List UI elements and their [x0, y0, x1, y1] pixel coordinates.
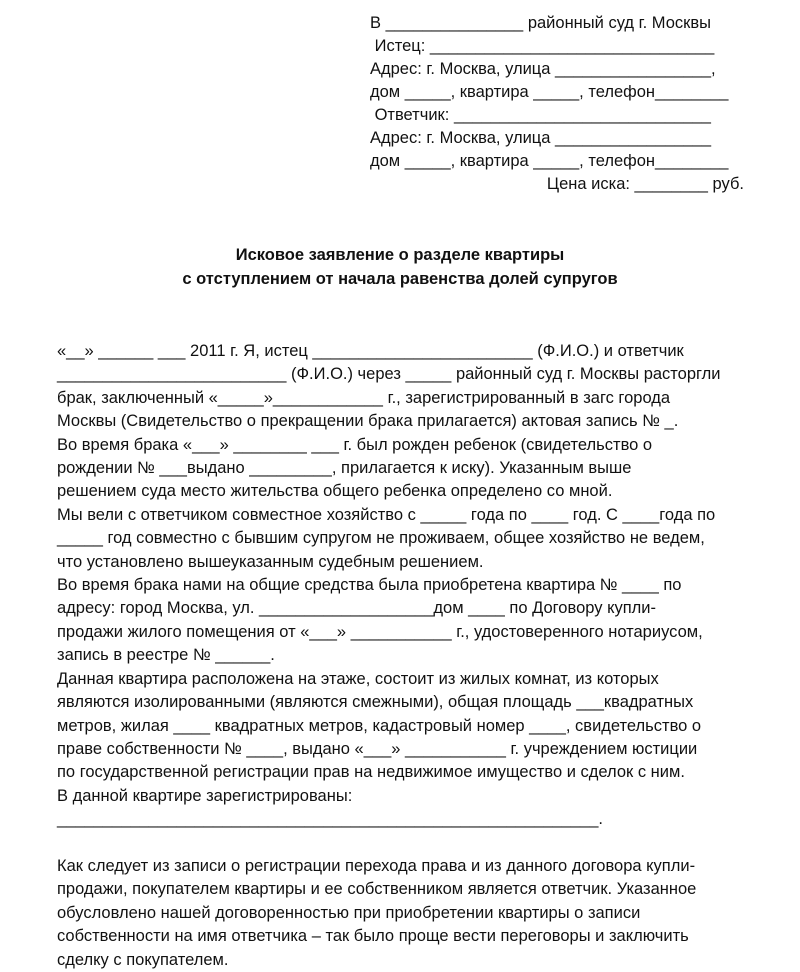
document-title [0, 243, 800, 291]
title-line-2: с отступлением от начала равенства долей супругов [182, 270, 618, 288]
body-line: праве собственности № ____, выдано «___» ___________ г. учреждением юстиции [57, 739, 698, 758]
body-line: запись в реестре № ______. [57, 646, 275, 665]
body-line: Мы вели с ответчиком совместное хозяйство с _____ года по ____ год. С ____года по [57, 505, 716, 524]
body-line: собственности на имя ответчика – так было проще вести переговоры и заключить [57, 927, 689, 946]
addressee-block [370, 12, 744, 196]
body-line: Во время брака нами на общие средства была приобретена квартира № ____ по [57, 576, 682, 595]
body-line: сделку с покупателем. [57, 950, 229, 969]
paragraph-gap [57, 832, 757, 855]
body-line: Данная квартира расположена на этаже, состоит из жилых комнат, из которых [57, 669, 659, 688]
body-line: что установлено вышеуказанным судебным решением. [57, 552, 484, 571]
defendant-line: Ответчик: ____________________________ [370, 106, 711, 124]
registered-persons-blank: ___________________________________________________________. [57, 810, 603, 829]
body-line: Как следует из записи о регистрации перехода права и из данного договора купли- [57, 856, 696, 875]
body-line: являются изолированными (являются смежными), общая площадь ___квадратных [57, 693, 694, 712]
defendant-house-line: дом _____, квартира _____, телефон________ [370, 152, 729, 170]
body-line: продажи, покупателем квартиры и ее собственником является ответчик. Указанное [57, 880, 697, 899]
body-line: решением суда место жительства общего ребенка определено со мной. [57, 482, 613, 501]
plaintiff-line: Истец: _______________________________ [370, 37, 715, 55]
body-line: рождении № ___выдано _________, прилагается к иску). Указанным выше [57, 459, 632, 478]
body-line: _________________________ (Ф.И.О.) через _____ районный суд г. Москвы расторгли [57, 365, 721, 384]
claim-price-line: Цена иска: ________ руб. [546, 175, 744, 193]
plaintiff-house-line: дом _____, квартира _____, телефон________ [370, 83, 729, 101]
body-line: по государственной регистрации прав на недвижимое имущество и сделок с ним. [57, 763, 685, 782]
body-line: продажи жилого помещения от «___» ___________ г., удостоверенного нотариусом, [57, 622, 703, 641]
body-line: адресу: город Москва, ул. ___________________дом ____ по Договору купли- [57, 599, 656, 618]
body-line: Во время брака «___» ________ ___ г. был рожден ребенок (свидетельство о [57, 435, 653, 454]
body-line: метров, жилая ____ квадратных метров, кадастровый номер ____, свидетельство о [57, 716, 702, 735]
body-line: «__» ______ ___ 2011 г. Я, истец ________________________ (Ф.И.О.) и ответчик [57, 342, 684, 360]
body-line: брак, заключенный «_____»____________ г., зарегистрированный в загс города [57, 388, 671, 407]
body-line: обусловлено нашей договоренностью при приобретении квартиры о записи [57, 903, 641, 922]
court-line: В _______________ районный суд г. Москвы [370, 14, 711, 32]
defendant-address-line: Адрес: г. Москва, улица _________________ [370, 129, 712, 147]
body-line: _____ год совместно с бывшим супругом не проживаем, общее хозяйство не ведем, [57, 529, 705, 548]
body-line: В данной квартире зарегистрированы: [57, 786, 353, 805]
plaintiff-address-line: Адрес: г. Москва, улица _________________, [370, 60, 716, 78]
document-body [57, 340, 757, 972]
title-line-1: Исковое заявление о разделе квартиры [235, 246, 565, 264]
body-line: Москвы (Свидетельство о прекращении брака прилагается) актовая запись № _. [57, 412, 679, 431]
